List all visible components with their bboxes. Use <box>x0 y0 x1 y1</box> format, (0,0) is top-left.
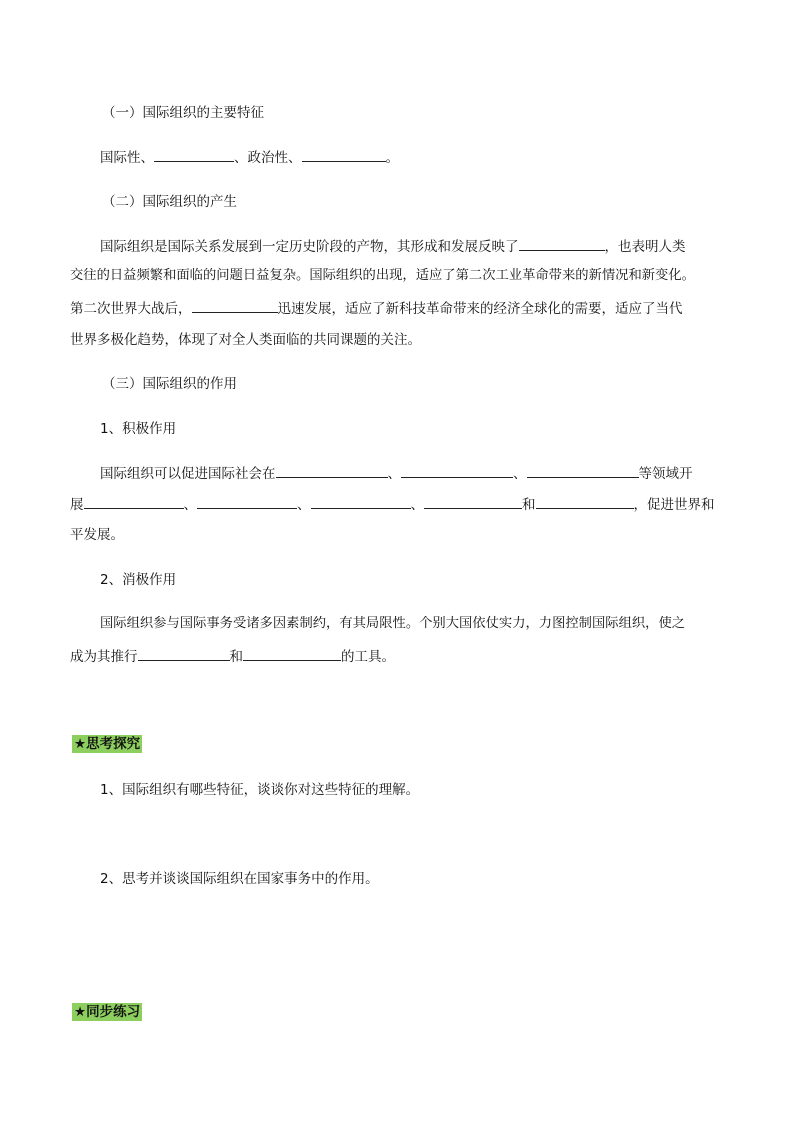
text: 的工具。 <box>341 649 395 665</box>
subheading-positive: 1、积极作用 <box>100 421 177 437</box>
paragraph-line: 世界多极化趋势，体现了对全人类面临的共同课题的关注。 <box>70 332 421 348</box>
paragraph-line: 交往的日益频繁和面临的问题日益复杂。国际组织的出现，适应了第二次工业革命带来的新情况和新变化。 <box>70 268 695 283</box>
text: 、 <box>513 466 527 482</box>
fill-blank[interactable] <box>424 494 522 509</box>
features-sentence <box>100 147 399 168</box>
fill-blank[interactable] <box>276 463 388 478</box>
question-1: 1、国际组织有哪些特征，谈谈你对这些特征的理解。 <box>100 782 420 798</box>
fill-blank[interactable] <box>311 494 411 509</box>
text: 成为其推行 <box>70 649 138 665</box>
think-section-tag: ★思考探究 <box>74 736 141 752</box>
text: 迅速发展，适应了新科技革命带来的经济全球化的需要，适应了当代 <box>277 301 683 317</box>
fill-blank[interactable] <box>302 147 386 162</box>
paragraph-line: 平发展。 <box>70 527 124 543</box>
text: 国际性、 <box>100 150 154 166</box>
text: 。 <box>385 150 399 166</box>
text: ，也表明人类 <box>604 239 686 255</box>
practice-section-tag: ★同步练习 <box>74 1004 141 1020</box>
paragraph-line <box>70 646 395 667</box>
text: 等领域开 <box>638 466 693 482</box>
question-2: 2、思考并谈谈国际组织在国家事务中的作用。 <box>100 871 379 887</box>
paragraph-line: 国际组织参与国际事务受诸多因素制约，有其局限性。个别大国依仗实力，力图控制国际组织，使之 <box>100 616 686 631</box>
text: 、 <box>183 497 197 513</box>
text: 国际组织是国际关系发展到一定历史阶段的产物，其形成和发展反映了 <box>100 239 519 255</box>
text: 和 <box>522 497 536 513</box>
fill-blank[interactable] <box>138 646 230 661</box>
fill-blank[interactable] <box>243 646 341 661</box>
paragraph-line <box>100 236 686 257</box>
fill-blank[interactable] <box>192 298 278 313</box>
fill-blank[interactable] <box>536 494 634 509</box>
text: 第二次世界大战后， <box>70 301 192 317</box>
fill-blank[interactable] <box>154 147 234 162</box>
fill-blank[interactable] <box>527 463 639 478</box>
fill-blank[interactable] <box>401 463 513 478</box>
section-heading-features: （一）国际组织的主要特征 <box>102 105 264 121</box>
text: 展 <box>70 497 84 513</box>
fill-blank[interactable] <box>197 494 297 509</box>
paragraph-line <box>70 298 683 319</box>
text: 和 <box>229 649 243 665</box>
text: 、 <box>297 497 311 513</box>
text: 、 <box>387 466 401 482</box>
section-heading-origin: （二）国际组织的产生 <box>102 194 237 210</box>
fill-blank[interactable] <box>84 494 184 509</box>
text: ，促进世界和 <box>633 497 715 513</box>
subheading-negative: 2、消极作用 <box>100 572 177 588</box>
text: 国际组织可以促进国际社会在 <box>100 466 276 482</box>
text: 、政治性、 <box>234 150 302 166</box>
text: 、 <box>410 497 424 513</box>
paragraph-line <box>70 494 715 515</box>
fill-blank[interactable] <box>519 236 605 251</box>
paragraph-line <box>100 463 693 484</box>
section-heading-role: （三）国际组织的作用 <box>102 376 237 392</box>
